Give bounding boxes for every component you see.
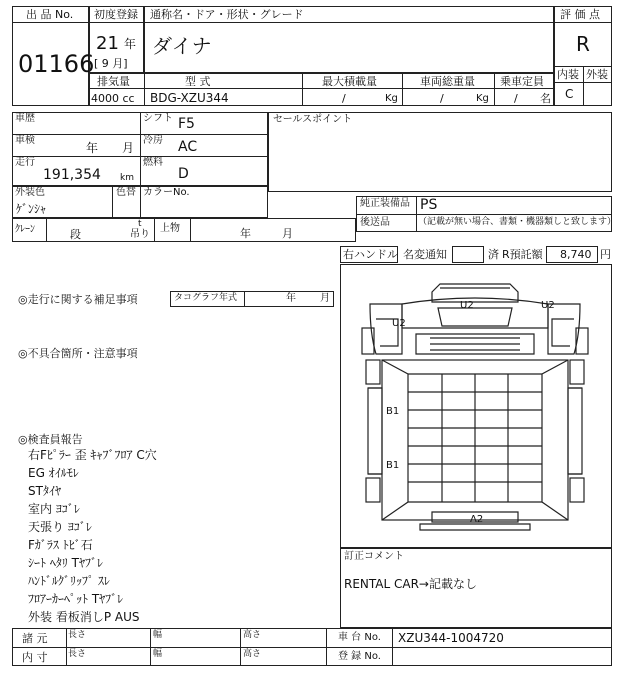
inner-height-label: 高さ (243, 649, 262, 659)
dimensions-label: 諸 元 (22, 632, 48, 645)
recycle-label: R預託額 (502, 248, 543, 261)
report-line: ｼｰﾄ ﾍﾀﾘ Tﾔﾌﾞﾚ (28, 556, 103, 570)
report-line: EG ｵｲﾙﾓﾚ (28, 466, 79, 480)
color-number-label: カラーNo. (143, 187, 190, 198)
mileage-unit: km (120, 173, 134, 183)
inspection-year-unit: 年 (86, 141, 99, 155)
gross-weight-label: 車両総重量 (420, 75, 475, 88)
exterior-color: ｹﾞﾝｼｬ (16, 202, 47, 216)
inner-width-label: 幅 (153, 649, 163, 659)
length-label: 長さ (68, 630, 87, 640)
model-code-label: 型 式 (185, 75, 211, 88)
model-name: ダイナ (152, 34, 212, 58)
driving-notes-label: ◎走行に関する補足事項 (18, 293, 138, 306)
report-line: ﾊﾝﾄﾞﾙｸﾞﾘｯﾌﾟ ｽﾚ (28, 574, 110, 588)
crane-stage-unit: 段 (70, 228, 81, 241)
right-hand-drive: 右ハンドル (343, 248, 398, 261)
first-registration-label: 初度登録 (94, 8, 138, 21)
upper-body-month-unit: 月 (282, 227, 293, 240)
gross-weight-value: / (440, 92, 444, 105)
chassis-number-label: 車 台 No. (338, 632, 381, 643)
crane-label: ｸﾚｰﾝ (15, 224, 35, 235)
shift-label: シフト (143, 113, 173, 124)
displacement-label: 排気量 (97, 75, 130, 88)
sales-point-label: セールスポイント (273, 114, 353, 125)
yen-unit: 円 (600, 248, 611, 261)
interior-grade: C (565, 87, 574, 101)
crane-ton-unit: t (138, 219, 142, 229)
displacement: 4000 cc (91, 92, 135, 105)
max-load-label: 最大積載量 (322, 75, 377, 88)
truck-diagram (340, 264, 612, 548)
capacity-unit: 名 (540, 92, 551, 105)
standard-equipment-label: 純正装備品 (360, 198, 410, 209)
name-change-box (452, 246, 484, 263)
aircon-label: 冷房 (143, 135, 163, 146)
inspection-month-unit: 月 (122, 141, 135, 155)
diagram-mark: B1 (386, 460, 400, 471)
aftermarket-note: （記載が無い場合、書類・機器類しと致します） (418, 217, 617, 227)
upper-body-label: 上物 (160, 223, 180, 234)
tachograph-year-unit: 年 (286, 293, 296, 304)
fuel: D (178, 166, 189, 182)
capacity-value: / (514, 92, 518, 105)
model-code: BDG-XZU344 (150, 91, 229, 105)
first-registration-year-unit: 年 (124, 37, 137, 51)
report-line: 外装 看板消しP AUS (28, 610, 140, 624)
upper-body-year-unit: 年 (240, 227, 251, 240)
gross-weight-unit: Kg (476, 93, 489, 104)
inspection-label: 車検 (15, 135, 35, 146)
capacity-label: 乗車定員 (500, 75, 544, 88)
registration-number-label: 登 録 No. (338, 651, 381, 662)
correction-text: RENTAL CAR→記載なし (344, 577, 477, 591)
deposit-mark: 済 (488, 248, 499, 261)
tachograph-month-unit: 月 (320, 293, 330, 304)
diagram-mark: U2 (460, 300, 474, 311)
shift: F5 (178, 116, 195, 132)
height-label: 高さ (243, 630, 262, 640)
defects-label: ◎不具合箇所・注意事項 (18, 347, 138, 360)
report-line: 右Fﾋﾟﾗｰ 歪 ｷｬﾌﾞﾌﾛｱ C穴 (28, 448, 157, 462)
tachograph-label: タコグラフ年式 (174, 293, 238, 303)
report-line: Fｶﾞﾗｽ ﾄﾋﾞ石 (28, 538, 93, 552)
fuel-label: 燃料 (143, 157, 163, 168)
first-registration-month: [ 9 月] (94, 57, 128, 70)
chassis-number: XZU344-1004720 (398, 631, 504, 645)
lot-number-label: 出 品 No. (26, 8, 74, 21)
aftermarket-label: 後送品 (360, 217, 390, 228)
color-change-label: 色替 (116, 187, 136, 198)
report-line: 室内 ﾖｺﾞﾚ (28, 502, 80, 516)
overall-grade: R (576, 32, 590, 56)
inner-dimensions-label: 内 寸 (22, 651, 48, 664)
exterior-color-label: 外装色 (15, 187, 45, 198)
mileage-label: 走行 (15, 157, 35, 168)
report-line: ﾌﾛｱｰｶｰﾍﾟｯﾄ Tﾔﾌﾞﾚ (28, 592, 124, 606)
correction-label: 訂正コメント (344, 551, 404, 562)
max-load-value: / (342, 92, 346, 105)
first-registration-year: 21 (96, 33, 119, 54)
lot-number: 01166 (18, 50, 95, 78)
interior-grade-label: 内装 (557, 68, 579, 81)
crane-row (12, 218, 356, 242)
width-label: 幅 (153, 630, 163, 640)
diagram-mark: B1 (386, 406, 400, 417)
report-line: 天張り ﾖｺﾞﾚ (28, 520, 92, 534)
name-change-label: 名変通知 (403, 248, 447, 261)
model-name-label: 通称名・ドア・形状・グレード (150, 8, 304, 21)
diagram-mark: U2 (541, 300, 555, 311)
history-label: 車歴 (15, 113, 35, 124)
report-line: STﾀｲﾔ (28, 484, 61, 498)
aircon: AC (178, 139, 198, 155)
standard-equipment: PS (420, 197, 438, 213)
mileage: 191,354 (43, 167, 101, 183)
recycle-amount: 8,740 (560, 248, 592, 261)
crane-hang-unit: 吊り (130, 229, 150, 240)
diagram-mark: A2 (470, 514, 484, 525)
inspector-report-label: ◎検査員報告 (18, 433, 83, 446)
diagram-mark: U2 (392, 318, 406, 329)
max-load-unit: Kg (385, 93, 398, 104)
exterior-grade-label: 外装 (586, 68, 608, 81)
grade-label: 評 価 点 (560, 8, 600, 21)
inner-length-label: 長さ (68, 649, 87, 659)
